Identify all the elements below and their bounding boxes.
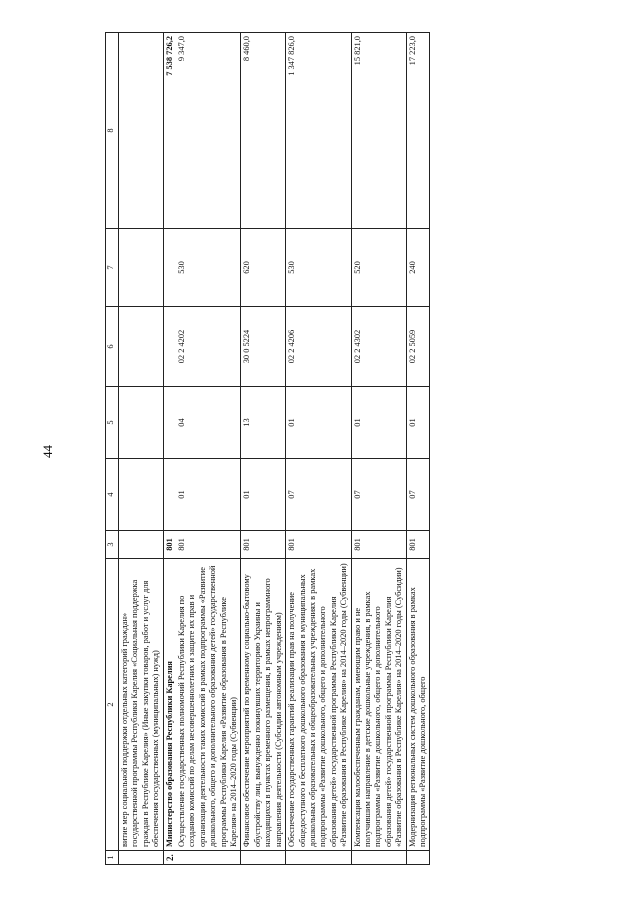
- section-code-cell: [119, 459, 164, 531]
- section-code-cell: [163, 459, 176, 531]
- table-row: [286, 33, 351, 865]
- department-code-cell: 801: [406, 531, 430, 559]
- expense-type-cell: 520: [351, 229, 406, 307]
- amount-cell: [119, 33, 164, 229]
- description-cell: Финансовое обеспечение мероприятий по временному социально-бытовому обустройству лиц, вынужденно покинувших территорию Украины и находящихся в пунктах временного размещения, в рамках непрограммного направления деятельности (Субсидии автономным учреждениям): [241, 559, 286, 851]
- section-code-cell: 07: [351, 459, 406, 531]
- target-article-cell: [119, 307, 164, 387]
- amount-cell: 15 821,0: [351, 33, 406, 229]
- table-header-row: [106, 33, 119, 865]
- amount-cell: 17 223,0: [406, 33, 430, 229]
- table-row: [176, 33, 241, 865]
- department-code-cell: 801: [286, 531, 351, 559]
- row-number-cell: [286, 851, 351, 865]
- table-row: [119, 33, 164, 865]
- expense-type-cell: 620: [241, 229, 286, 307]
- row-number-cell: [119, 851, 164, 865]
- description-cell: Модернизация региональных систем дошкольного образования в рамках подпрограммы «Развитие дошкольного, общего: [406, 559, 430, 851]
- department-code-cell: 801: [176, 531, 241, 559]
- expense-type-cell: [119, 229, 164, 307]
- description-cell: Компенсация малообеспеченным гражданам, имеющим право и не получившим направление в детские дошкольные учреждения, в рамках подпрограммы «Развитие дошкольного, общего и дополнительного образования детей» государственной программы Республики Карелия «Развитие образования в Республике Карелия» на 2014–2020 годы (Субсидии): [351, 559, 406, 851]
- description-cell: витие мер социальной поддержки отдельных категорий граждан» государственной программы Республики Карелия «Социальная поддержка граждан в Республике Карелия» (Иные закупки товаров, работ и услуг для обеспечения государственных (муниципальных) нужд): [119, 559, 164, 851]
- description-cell: Министерство образования Республики Карелия: [163, 559, 176, 851]
- amount-cell: 1 347 826,0: [286, 33, 351, 229]
- expense-type-cell: 240: [406, 229, 430, 307]
- column-header: 5: [106, 387, 119, 459]
- row-number-cell: 2.: [163, 851, 176, 865]
- row-number-cell: [176, 851, 241, 865]
- budget-table-sheet: [105, 33, 610, 865]
- section-code-cell: 07: [286, 459, 351, 531]
- budget-table: [105, 32, 430, 865]
- column-header: 7: [106, 229, 119, 307]
- table-row: [351, 33, 406, 865]
- department-code-cell: [119, 531, 164, 559]
- target-article-cell: 02 2 4302: [351, 307, 406, 387]
- target-article-cell: [163, 307, 176, 387]
- target-article-cell: 02 2 4206: [286, 307, 351, 387]
- department-code-cell: 801: [241, 531, 286, 559]
- subsection-code-cell: 01: [286, 387, 351, 459]
- department-code-cell: 801: [163, 531, 176, 559]
- subsection-code-cell: 01: [351, 387, 406, 459]
- subsection-code-cell: 01: [406, 387, 430, 459]
- section-code-cell: 01: [241, 459, 286, 531]
- column-header: 2: [106, 559, 119, 851]
- page-number: 44: [40, 445, 55, 458]
- table-body: [119, 33, 430, 865]
- column-header: 4: [106, 459, 119, 531]
- row-number-cell: [351, 851, 406, 865]
- target-article-cell: 02 2 5059: [406, 307, 430, 387]
- description-cell: Обеспечение государственных гарантий реализации прав на получение общедоступного и бесплатного дошкольного образования в муниципальных дошкольных образовательных и общеобразовательных учреждениях в рамках подпрограммы «Развитие дошкольного, общего и дополнительного образования детей» государственной программы Республики Карелия «Развитие образования в Республике Карелия» на 2014–2020 годы (Субвенции): [286, 559, 351, 851]
- subsection-code-cell: [163, 387, 176, 459]
- subsection-code-cell: 04: [176, 387, 241, 459]
- section-code-cell: 01: [176, 459, 241, 531]
- amount-cell: 9 347,0: [176, 33, 241, 229]
- amount-cell: 8 460,0: [241, 33, 286, 229]
- section-code-cell: 07: [406, 459, 430, 531]
- department-code-cell: 801: [351, 531, 406, 559]
- subsection-code-cell: [119, 387, 164, 459]
- target-article-cell: 30 0 5224: [241, 307, 286, 387]
- row-number-cell: [241, 851, 286, 865]
- description-cell: Осуществление государственных полномочий Республики Карелия по созданию комиссий по делам несовершеннолетних и защите их прав и организации деятельности таких комиссий в рамках подпрограммы «Развитие дошкольного, общего и дополнительного образования детей» государственной программы Республики Карелия «Развитие образования в Республике Карелия» на 2014–2020 годы (Субвенции): [176, 559, 241, 851]
- subsection-code-cell: 13: [241, 387, 286, 459]
- target-article-cell: 02 2 4202: [176, 307, 241, 387]
- row-number-cell: [406, 851, 430, 865]
- column-header: 3: [106, 531, 119, 559]
- column-header: 8: [106, 33, 119, 229]
- expense-type-cell: [163, 229, 176, 307]
- table-row: [241, 33, 286, 865]
- table-row: [406, 33, 430, 865]
- expense-type-cell: 530: [176, 229, 241, 307]
- amount-cell: 7 538 726,2: [163, 33, 176, 229]
- column-header: 1: [106, 851, 119, 865]
- table-row: [163, 33, 176, 865]
- column-header: 6: [106, 307, 119, 387]
- expense-type-cell: 530: [286, 229, 351, 307]
